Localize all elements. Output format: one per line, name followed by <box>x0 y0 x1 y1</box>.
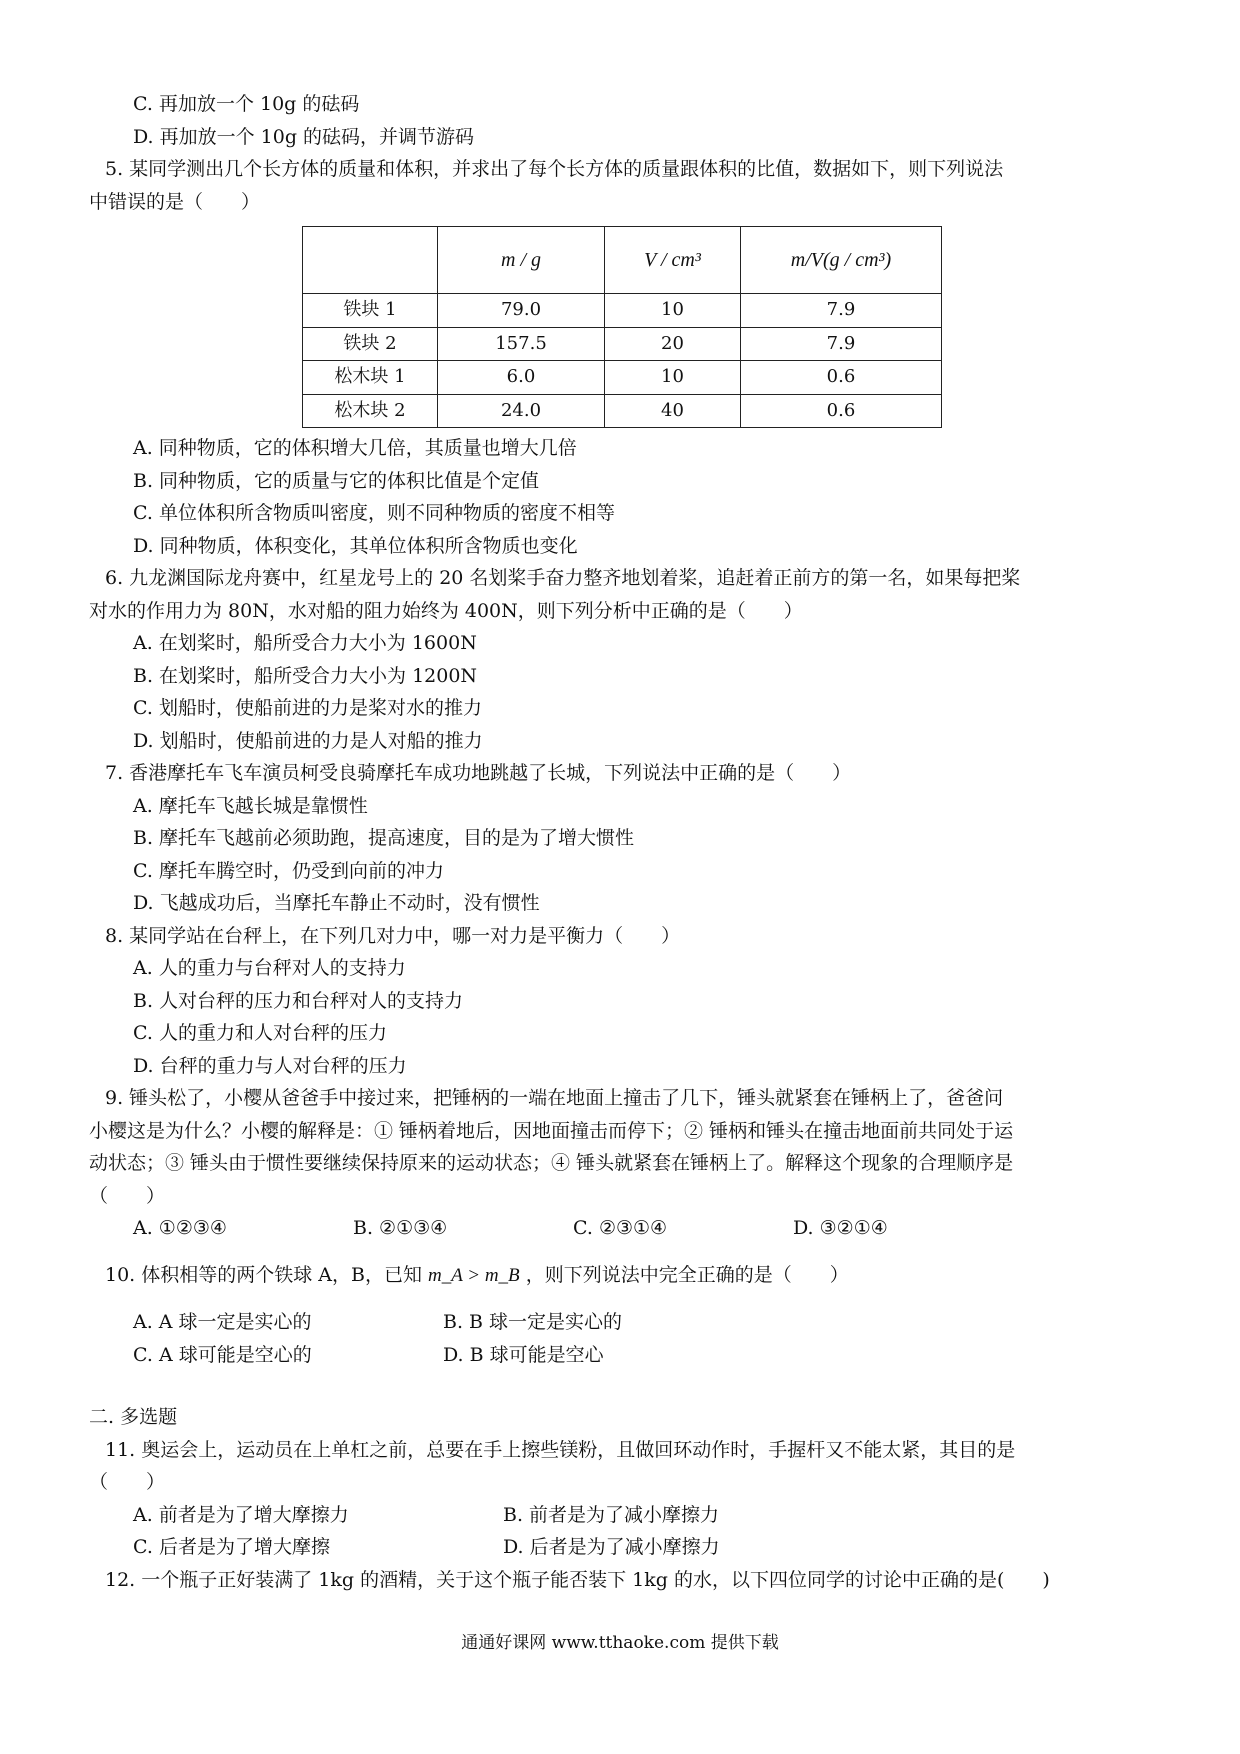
table-cell: 松木块 2 <box>303 394 438 428</box>
q11-option-c: C. 后者是为了增大摩擦 <box>133 1536 330 1558</box>
q6-stem-line1: 6. 九龙渊国际龙舟赛中，红星龙号上的 20 名划桨手奋力整齐地划着桨，追赶着正前方的第一名，如果每把桨 <box>105 567 1021 589</box>
table-cell: 20 <box>605 327 741 361</box>
q5-stem-line2: 中错误的是（ ） <box>89 190 261 213</box>
q7-option-a: A. 摩托车飞越长城是靠惯性 <box>133 794 368 817</box>
table-cell: 40 <box>605 394 741 428</box>
q8-option-a: A. 人的重力与台秤对人的支持力 <box>133 957 406 979</box>
table-header-cell <box>303 227 438 294</box>
table-header-cell: V / cm³ <box>605 227 741 294</box>
q4-option-d: D. 再加放一个 10g 的砝码，并调节游码 <box>133 125 475 148</box>
table-header-row <box>303 227 942 294</box>
q5-option-d: D. 同种物质，体积变化，其单位体积所含物质也变化 <box>133 534 578 557</box>
q10-option-d: D. B 球可能是空心 <box>443 1343 604 1366</box>
q10-option-c: C. A 球可能是空心的 <box>133 1343 312 1366</box>
q10-option-a: A. A 球一定是实心的 <box>133 1311 312 1333</box>
q6-option-c: C. 划船时，使船前进的力是桨对水的推力 <box>133 697 482 719</box>
table-cell: 铁块 1 <box>303 294 438 328</box>
q9-stem-line3: 动状态；③ 锤头由于惯性要继续保持原来的运动状态；④ 锤头就紧套在锤柄上了。解释这个现象的合理顺序是 <box>89 1152 1014 1174</box>
q6-stem-line2: 对水的作用力为 80N，水对船的阻力始终为 400N，则下列分析中正确的是（ ） <box>89 599 803 622</box>
table-cell: 7.9 <box>741 294 942 328</box>
q10-stem <box>89 1259 1155 1293</box>
table-row <box>303 394 942 428</box>
table-cell: 0.6 <box>741 361 942 395</box>
q6-option-a: A. 在划桨时，船所受合力大小为 1600N <box>133 632 477 654</box>
q10-stem-pre: 10. 体积相等的两个铁球 A，B，已知 <box>105 1263 422 1286</box>
q9-stem-line1: 9. 锤头松了，小樱从爸爸手中接过来，把锤柄的一端在地面上撞击了几下，锤头就紧套在锤柄上了，爸爸问 <box>105 1087 1004 1109</box>
table-row <box>303 361 942 395</box>
q11-option-d: D. 后者是为了减小摩擦力 <box>503 1536 720 1558</box>
q6-option-b: B. 在划桨时，船所受合力大小为 1200N <box>133 664 478 687</box>
q9-option-d: D. ③②①④ <box>793 1217 888 1239</box>
q8-option-d: D. 台秤的重力与人对台秤的压力 <box>133 1054 407 1077</box>
table-cell: 10 <box>605 361 741 395</box>
q11-stem-line2: （ ） <box>89 1471 166 1493</box>
q7-option-c: C. 摩托车腾空时，仍受到向前的冲力 <box>133 859 444 882</box>
table-cell: 铁块 2 <box>303 327 438 361</box>
q11-options-row1 <box>89 1499 1155 1532</box>
q7-option-d: D. 飞越成功后，当摩托车静止不动时，没有惯性 <box>133 892 540 914</box>
q12-stem: 12. 一个瓶子正好装满了 1kg 的酒精，关于这个瓶子能否装下 1kg 的水，以下四位同学的讨论中正确的是( ) <box>105 1568 1050 1591</box>
q10-options-row2 <box>89 1339 1155 1372</box>
q9-stem-line2: 小樱这是为什么？小樱的解释是：① 锤柄着地后，因地面撞击而停下；② 锤柄和锤头在撞击地面前共同处于运 <box>89 1119 1014 1142</box>
q5-option-c: C. 单位体积所含物质叫密度，则不同种物质的密度不相等 <box>133 502 615 524</box>
q9-option-c: C. ②③①④ <box>573 1217 668 1239</box>
table-header-cell: m / g <box>438 227 605 294</box>
q7-stem: 7. 香港摩托车飞车演员柯受良骑摩托车成功地跳越了长城，下列说法中正确的是（ ） <box>105 762 852 784</box>
q6-option-d: D. 划船时，使船前进的力是人对船的推力 <box>133 729 483 752</box>
q5-option-b: B. 同种物质，它的质量与它的体积比值是个定值 <box>133 469 540 492</box>
q10-option-b: B. B 球一定是实心的 <box>443 1311 623 1333</box>
table-cell: 10 <box>605 294 741 328</box>
q5-option-a: A. 同种物质，它的体积增大几倍，其质量也增大几倍 <box>133 437 577 459</box>
q4-option-c: C. 再加放一个 10g 的砝码 <box>133 93 360 115</box>
table-cell: 24.0 <box>438 394 605 428</box>
table-cell: 0.6 <box>741 394 942 428</box>
q10-formula: m_A > m_B <box>428 1264 520 1286</box>
table-header-cell: m/V(g / cm³) <box>741 227 942 294</box>
q9-stem-line4: （ ） <box>89 1184 166 1207</box>
page-footer: 通通好课网 www.tthaoke.com 提供下载 <box>461 1633 779 1653</box>
q11-stem-line1: 11. 奥运会上，运动员在上单杠之前，总要在手上擦些镁粉，且做回环动作时，手握杆又不能太紧，其目的是 <box>105 1438 1016 1461</box>
q8-option-b: B. 人对台秤的压力和台秤对人的支持力 <box>133 989 464 1012</box>
q5-stem-line1: 5. 某同学测出几个长方体的质量和体积，并求出了每个长方体的质量跟体积的比值，数据如下，则下列说法 <box>105 158 1004 180</box>
table-row <box>303 294 942 328</box>
q10-stem-post: ，则下列说法中完全正确的是（ ） <box>525 1263 849 1286</box>
q9-option-a: A. ①②③④ <box>133 1217 227 1239</box>
table-cell: 157.5 <box>438 327 605 361</box>
q8-stem: 8. 某同学站在台秤上，在下列几对力中，哪一对力是平衡力（ ） <box>105 924 681 947</box>
table-cell: 松木块 1 <box>303 361 438 395</box>
q11-option-a: A. 前者是为了增大摩擦力 <box>133 1503 349 1526</box>
q9-option-b: B. ②①③④ <box>353 1217 448 1239</box>
table-row <box>303 327 942 361</box>
section-heading: 二. 多选题 <box>89 1406 178 1428</box>
q11-option-b: B. 前者是为了减小摩擦力 <box>503 1503 720 1526</box>
q7-option-b: B. 摩托车飞越前必须助跑，提高速度，目的是为了增大惯性 <box>133 827 635 849</box>
q9-options-row <box>89 1212 1155 1245</box>
table-cell: 79.0 <box>438 294 605 328</box>
q8-option-c: C. 人的重力和人对台秤的压力 <box>133 1022 387 1044</box>
q11-options-row2 <box>89 1531 1155 1564</box>
table-cell: 6.0 <box>438 361 605 395</box>
q10-options-row1 <box>89 1306 1155 1339</box>
density-table <box>302 226 942 428</box>
table-cell: 7.9 <box>741 327 942 361</box>
